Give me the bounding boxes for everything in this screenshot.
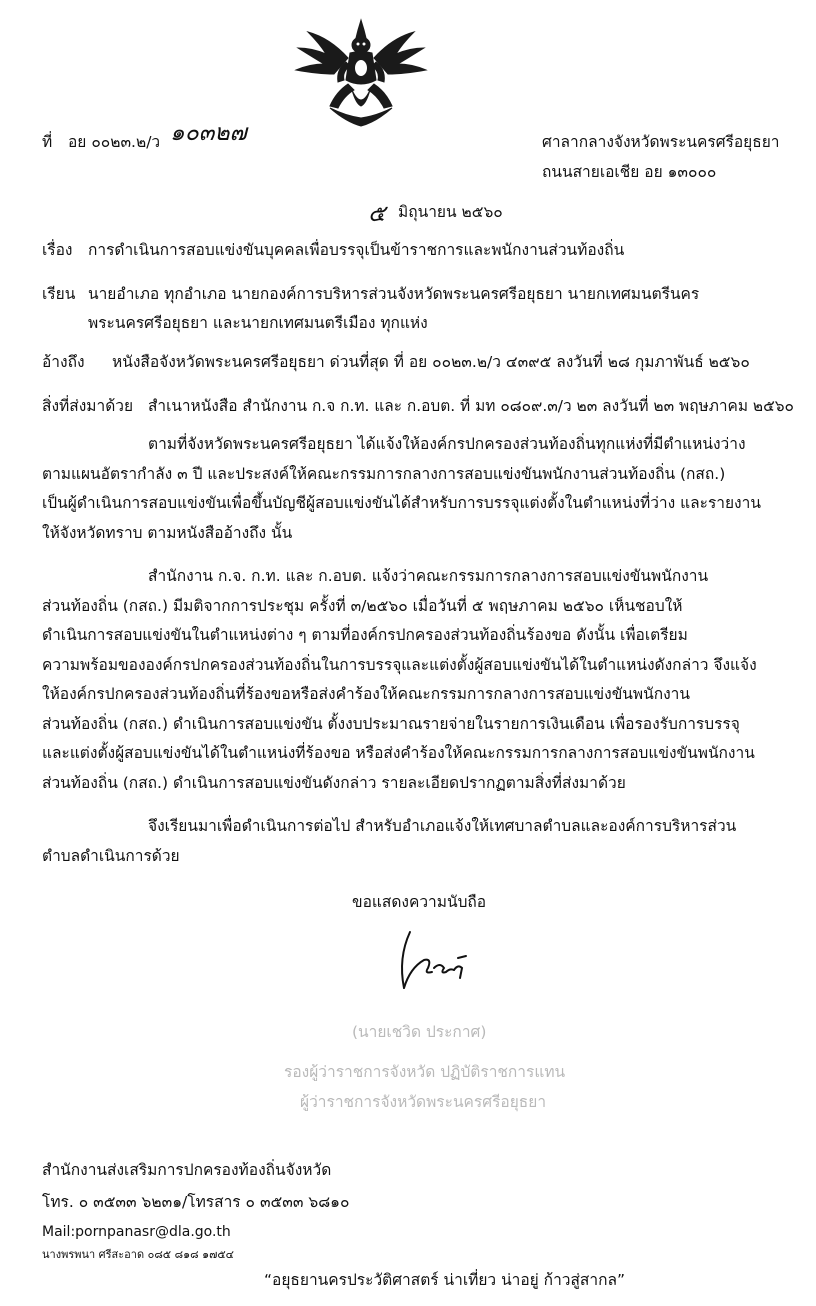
footer-department: สำนักงานส่งเสริมการปกครองท้องถิ่นจังหวัด (42, 1161, 332, 1179)
para2-line: สำนักงาน ก.จ. ก.ท. และ ก.อบต. แจ้งว่าคณะกรรมการกลางการสอบแข่งขันพนักงาน (148, 567, 709, 585)
garuda-emblem-icon (290, 18, 432, 128)
para2-line: ส่วนท้องถิ่น (กสถ.) ดำเนินการสอบแข่งขัน ตั้งงบประมาณรายจ่ายในรายการเงินเดือน เพื่อรองรับการบรรจุ (42, 715, 740, 733)
date-month-year: มิถุนายน ๒๕๖๐ (398, 203, 503, 221)
para3-line: ตำบลดำเนินการด้วย (42, 847, 180, 865)
recipient-line1: นายอำเภอ ทุกอำเภอ นายกองค์การบริหารส่วนจังหวัดพระนครศรีอยุธยา นายกเทศมนตรีนคร (88, 285, 700, 303)
signer-name: (นายเชวิด ประกาศ) (352, 1023, 487, 1041)
recipient-line2: พระนครศรีอยุธยา และนายกเทศมนตรีเมือง ทุกแห่ง (88, 314, 428, 332)
footer-contact: นางพรพนา ศรีสะอาด ๐๘๕ ๘๑๘ ๑๗๕๔ (42, 1248, 234, 1261)
closing-salutation: ขอแสดงความนับถือ (352, 893, 487, 911)
office-address-line2: ถนนสายเอเชีย อย ๑๓๐๐๐ (542, 163, 717, 181)
para1-line: ให้จังหวัดทราบ ตามหนังสืออ้างถึง นั้น (42, 524, 293, 542)
footer-slogan: “อยุธยานครประวัติศาสตร์ น่าเที่ยว น่าอยู่ ก้าวสู่สากล” (264, 1271, 626, 1289)
para3-line: จึงเรียนมาเพื่อดำเนินการต่อไป สำหรับอำเภอแจ้งให้เทศบาลตำบลและองค์การบริหารส่วน (148, 817, 737, 835)
signer-title-line2: ผู้ว่าราชการจังหวัดพระนครศรีอยุธยา (300, 1093, 547, 1111)
subject-text: การดำเนินการสอบแข่งขันบุคคลเพื่อบรรจุเป็นข้าราชการและพนักงานส่วนท้องถิ่น (88, 241, 625, 259)
para2-line: ให้องค์กรปกครองส่วนท้องถิ่นที่ร้องขอหรือส่งคำร้องให้คณะกรรมการกลางการสอบแข่งขันพนักงาน (42, 685, 690, 703)
para2-line: และแต่งตั้งผู้สอบแข่งขันได้ในตำแหน่งที่ร้องขอ หรือส่งคำร้องให้คณะกรรมการกลางการสอบแข่งขันพนักงาน (42, 744, 755, 762)
ref-handwritten-number: ๑๐๓๒๗ (170, 120, 247, 146)
para2-line: ส่วนท้องถิ่น (กสถ.) มีมติจากการประชุม ครั้งที่ ๓/๒๕๖๐ เมื่อวันที่ ๕ พฤษภาคม ๒๕๖๐ เห็นชอบให้ (42, 597, 683, 615)
reference-text: หนังสือจังหวัดพระนครศรีอยุธยา ด่วนที่สุด ที่ อย ๐๐๒๓.๒/ว ๔๓๙๕ ลงวันที่ ๒๘ กุมภาพันธ์ ๒๕๖๐ (112, 353, 750, 371)
ref-label: ที่ (42, 133, 53, 151)
para2-line: ส่วนท้องถิ่น (กสถ.) ดำเนินการสอบแข่งขันดังกล่าว รายละเอียดปรากฏตามสิ่งที่ส่งมาด้วย (42, 774, 626, 792)
date-day: ๕ (368, 201, 386, 227)
signer-title-line1: รองผู้ว่าราชการจังหวัด ปฏิบัติราชการแทน (284, 1063, 566, 1081)
footer-email: Mail:pornpanasr@dla.go.th (42, 1224, 231, 1240)
recipient-label: เรียน (42, 285, 76, 303)
office-address-line1: ศาลากลางจังหวัดพระนครศรีอยุธยา (542, 133, 780, 151)
para1-line: ตามที่จังหวัดพระนครศรีอยุธยา ได้แจ้งให้องค์กรปกครองส่วนท้องถิ่นทุกแห่งที่มีตำแหน่งว่าง (148, 435, 746, 453)
para2-line: ความพร้อมขององค์กรปกครองส่วนท้องถิ่นในการบรรจุและแต่งตั้งผู้สอบแข่งขันได้ในตำแหน่งดังกล่าว จึงแจ้ง (42, 656, 757, 674)
enclosure-text: สำเนาหนังสือ สำนักงาน ก.จ ก.ท. และ ก.อบต. ที่ มท ๐๘๐๙.๓/ว ๒๓ ลงวันที่ ๒๓ พฤษภาคม ๒๕๖๐ (148, 397, 794, 415)
para2-line: ดำเนินการสอบแข่งขันในตำแหน่งต่าง ๆ ตามที่องค์กรปกครองส่วนท้องถิ่นร้องขอ ดังนั้น เพื่อเตรียม (42, 626, 688, 644)
reference-label: อ้างถึง (42, 353, 85, 371)
ref-code: อย ๐๐๒๓.๒/ว (68, 133, 161, 151)
handwritten-signature (380, 928, 480, 992)
para1-line: ตามแผนอัตรากำลัง ๓ ปี และประสงค์ให้คณะกรรมการกลางการสอบแข่งขันพนักงานส่วนท้องถิ่น (กสถ.) (42, 465, 726, 483)
footer-phone-fax: โทร. ๐ ๓๕๓๓ ๖๒๓๑/โทรสาร ๐ ๓๕๓๓ ๖๘๑๐ (42, 1193, 350, 1211)
enclosure-label: สิ่งที่ส่งมาด้วย (42, 397, 134, 415)
para1-line: เป็นผู้ดำเนินการสอบแข่งขันเพื่อขึ้นบัญชีผู้สอบแข่งขันได้สำหรับการบรรจุแต่งตั้งในตำแหน่งที่ว่าง และรายงาน (42, 494, 761, 512)
subject-label: เรื่อง (42, 241, 73, 259)
